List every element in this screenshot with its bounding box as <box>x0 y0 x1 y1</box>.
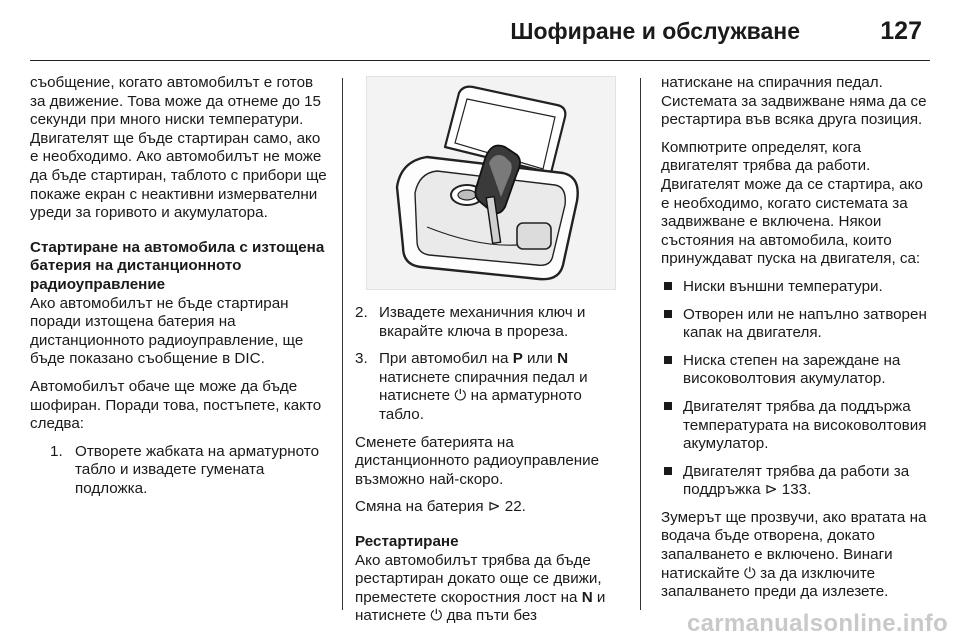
paragraph <box>661 509 933 602</box>
bullet-icon <box>664 310 672 318</box>
conditions-list <box>661 278 933 500</box>
column-divider-2 <box>640 78 641 610</box>
paragraph: Сменете батерията на дистанционното радиоуправление възможно най-скоро. <box>355 433 600 488</box>
column-3 <box>661 74 933 611</box>
step-text-part: на арматурното табло. <box>379 387 582 423</box>
list-item <box>661 352 933 389</box>
paragraph <box>355 552 627 626</box>
power-button-icon: ⏻ <box>743 564 756 582</box>
list-item <box>30 443 330 499</box>
step-text: Отворете жабката на арматурното табло и извадете гумената подложка. <box>75 442 320 497</box>
step-number: 2. <box>355 304 368 321</box>
list-item-text: Отворен или не напълно затворен капак на двигателя. <box>683 305 927 342</box>
list-item-text: Ниски външни температури. <box>683 277 883 295</box>
column-1 <box>30 74 330 507</box>
step-number: 3. <box>355 350 368 368</box>
reference-page: 133. <box>777 481 812 499</box>
power-button-icon: ⏻ <box>430 607 443 625</box>
column-divider-1 <box>342 78 343 610</box>
step-number: 1. <box>50 442 63 460</box>
bullet-icon <box>664 467 672 475</box>
paragraph-part: и натиснете <box>355 588 606 625</box>
list-item-text: Двигателят трябва да поддържа температурата на високоволтовия акумулатор. <box>683 397 927 453</box>
watermark: carmanualsonline.info <box>686 610 948 637</box>
power-button-icon: ⏻ <box>454 387 467 405</box>
page-reference-icon: ⊳ <box>764 481 778 499</box>
reference-page: 22. <box>500 498 526 516</box>
step-text-part: натиснете спирачния педал и натиснете <box>379 368 588 405</box>
paragraph-part: Ако автомобилът трябва да бъде рестартиран докато още се движи, преместете скоростния лост на <box>355 551 602 606</box>
list-item-text: Двигателят трябва да работи за поддръжка <box>683 462 910 499</box>
paragraph-part: Зумерът ще прозвучи, ако вратата на водача бъде отворена, докато запалването е включено. Винаги натискайте <box>661 508 927 582</box>
step-text <box>379 350 588 423</box>
paragraph: Автомобилът обаче ще може да бъде шофиран. Поради това, постъпете, както следва: <box>30 377 322 433</box>
bullet-icon <box>664 402 672 410</box>
bullet-icon <box>664 282 672 290</box>
list-item <box>661 398 933 454</box>
column-2 <box>355 74 627 635</box>
gear-neutral-label: N <box>557 350 569 368</box>
page-header <box>0 0 960 60</box>
bullet-icon <box>664 356 672 364</box>
glovebox-key-icon <box>367 77 615 289</box>
steps-list <box>355 304 627 425</box>
page-number: 127 <box>880 17 922 45</box>
list-item <box>661 463 933 500</box>
gear-neutral-label: N <box>581 588 593 606</box>
paragraph: Ако автомобилът не бъде стартиран поради изтощена батерия на дистанционното радиоуправление, ще бъде показано съобщение в DIC. <box>30 294 304 368</box>
gear-park-label: P <box>512 350 523 368</box>
list-item <box>355 350 627 424</box>
paragraph: Компютрите определят, кога двигателят трябва да работи. Двигателят може да се стартира, ако е необходимо, когато системата за задвижване е включена. Някои състояния на автомобила, които принуждават пуска на двигателя, са: <box>661 138 923 268</box>
paragraph: натискане на спирачния педал. Системата за задвижване няма да се рестартира във всяка друга позиция. <box>661 74 927 129</box>
paragraph-part: два пъти без <box>442 607 537 625</box>
list-item-text: Ниска степен на зареждане на високоволтовия акумулатор. <box>683 351 901 388</box>
battery-reference <box>355 498 627 517</box>
step-text-part: или <box>522 350 558 368</box>
steps-list <box>30 443 330 499</box>
page-reference-icon: ⊳ <box>487 498 501 516</box>
step-text: Извадете механичния ключ и вкарайте ключа в прореза. <box>379 304 586 340</box>
header-divider <box>30 60 930 61</box>
list-item <box>661 306 933 343</box>
list-item <box>355 304 627 341</box>
chapter-title: Шофиране и обслужване <box>510 18 800 44</box>
step-text-part: При автомобил на <box>379 350 513 368</box>
paragraph: съобщение, когато автомобилът е готов за движение. Това може да отнеме до 15 секунди при много ниски температури. Двигателят ще бъде стартиран само, ако е необходимо. Ако автомобилът не може да бъде стартиран, таблото с прибори ще покаже екран с неактивни измервателни уреди за горивото и акумулатора. <box>30 74 327 222</box>
paragraph-part: за да изключите запалването преди да излезете. <box>661 564 889 601</box>
section-heading: Стартиране на автомобила с изтощена батерия на дистанционното радиоуправление <box>30 238 325 293</box>
key-slot-illustration <box>366 76 616 290</box>
reference-text: Смяна на батерия <box>355 498 488 516</box>
section-heading: Рестартиране <box>355 532 459 550</box>
list-item <box>661 278 933 297</box>
